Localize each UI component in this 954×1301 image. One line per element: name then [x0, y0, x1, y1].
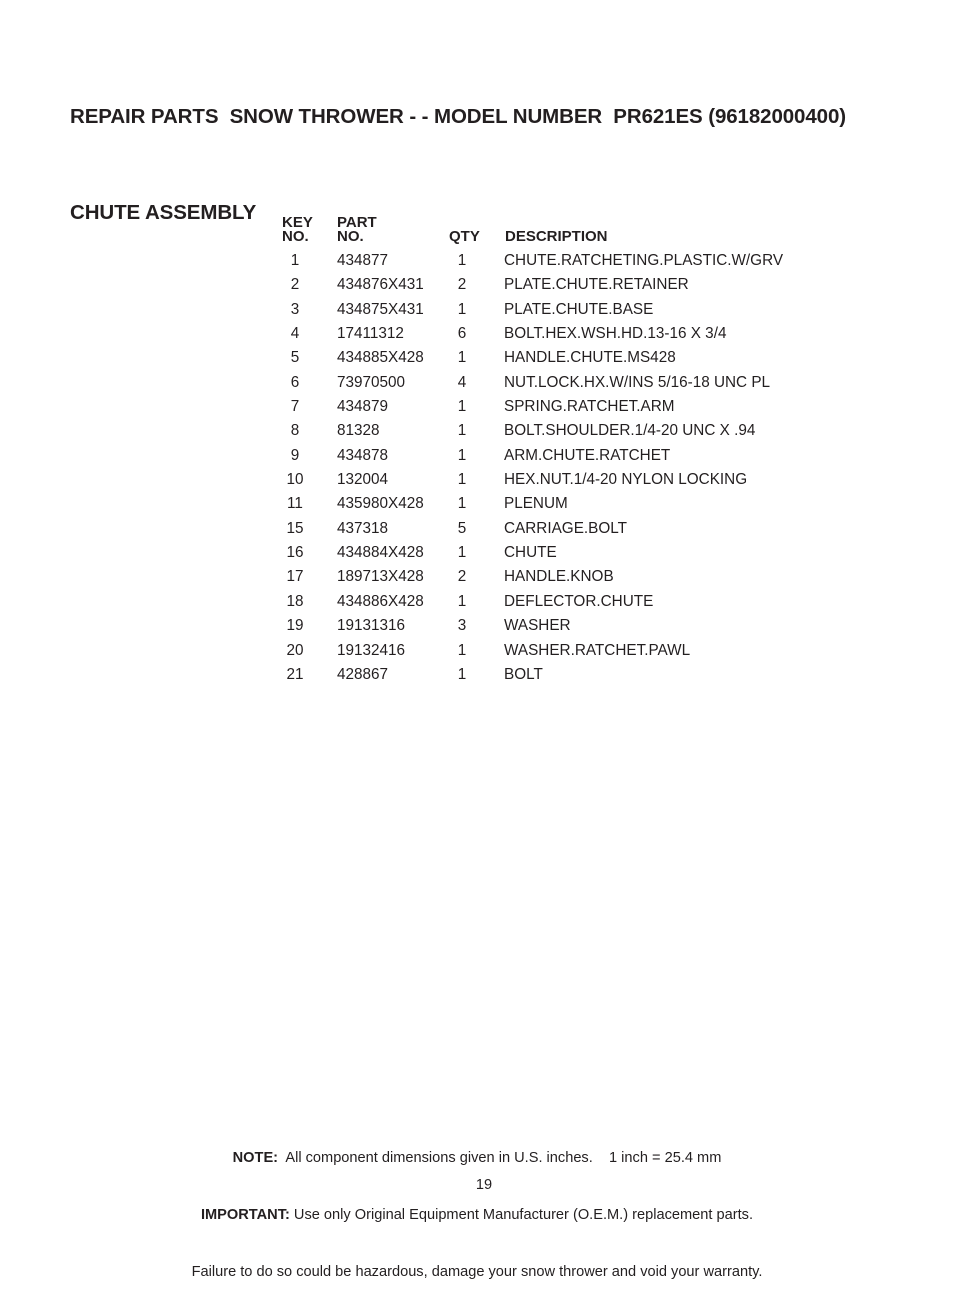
row-part-no: 73970500 [337, 373, 406, 391]
row-qty: 1 [457, 641, 467, 659]
row-part-no: 189713X428 [337, 568, 424, 586]
table-row [282, 444, 822, 468]
row-description: NUT.LOCK.HX.W/INS 5/16-18 UNC PL [504, 373, 771, 391]
table-row [282, 639, 822, 663]
table-row [282, 663, 822, 687]
table-row [282, 614, 822, 638]
row-description: BOLT.SHOULDER.1/4-20 UNC X .94 [504, 422, 756, 440]
header-part-no-line-2: NO. [337, 228, 364, 245]
table-row [282, 322, 822, 346]
table-row [282, 273, 822, 297]
row-description: CHUTE.RATCHETING.PLASTIC.W/GRV [504, 252, 784, 269]
row-qty: 1 [457, 300, 467, 318]
row-description: HEX.NUT.1/4-20 NYLON LOCKING [504, 471, 748, 489]
header-part-no-line-1: PART [337, 214, 377, 231]
row-part-no: 434884X428 [337, 544, 424, 562]
table-row [282, 492, 822, 516]
row-description: WASHER.RATCHET.PAWL [504, 641, 691, 659]
row-qty: 1 [457, 471, 467, 489]
row-key-no: 17 [286, 568, 304, 586]
row-part-no: 434877 [337, 252, 389, 269]
row-part-no: 81328 [337, 422, 380, 440]
important-text: Use only Original Equipment Manufacturer (O.E.M.) replacement parts. [289, 1207, 754, 1223]
row-part-no: 434875X431 [337, 300, 424, 318]
row-description: PLENUM [504, 495, 568, 513]
page-title-line-1: REPAIR PARTS SNOW THROWER - - MODEL NUMBER PR621ES (96182000400) [70, 105, 846, 128]
row-part-no: 132004 [337, 471, 389, 489]
table-row [282, 468, 822, 492]
row-key-no: 7 [290, 398, 300, 416]
table-row [282, 590, 822, 614]
row-key-no: 4 [290, 325, 300, 343]
row-qty: 3 [457, 617, 467, 635]
row-part-no: 434885X428 [337, 349, 424, 367]
table-row [282, 298, 822, 322]
note-label: NOTE: [232, 1150, 279, 1166]
row-description: SPRING.RATCHET.ARM [504, 398, 675, 416]
row-qty: 1 [457, 544, 467, 562]
row-part-no: 19132416 [337, 641, 406, 659]
row-qty: 5 [457, 519, 467, 537]
row-qty: 1 [457, 398, 467, 416]
note-text: All component dimensions given in U.S. inches. 1 inch = 25.4 mm [278, 1150, 722, 1166]
important-label: IMPORTANT: [200, 1207, 290, 1223]
row-part-no: 434879 [337, 398, 389, 416]
row-qty: 1 [457, 592, 467, 610]
row-qty: 4 [457, 373, 467, 391]
row-description: CARRIAGE.BOLT [504, 519, 627, 537]
row-qty: 2 [457, 568, 467, 586]
row-key-no: 16 [286, 544, 304, 562]
row-key-no: 1 [290, 252, 300, 269]
row-description: HANDLE.CHUTE.MS428 [504, 349, 676, 367]
parts-table [282, 211, 822, 687]
row-key-no: 3 [290, 300, 300, 318]
row-key-no: 11 [287, 495, 303, 513]
header-qty: QTY [449, 228, 480, 245]
row-key-no: 2 [290, 276, 300, 294]
row-description: BOLT.HEX.WSH.HD.13-16 X 3/4 [504, 325, 727, 343]
row-key-no: 15 [286, 519, 304, 537]
row-description: PLATE.CHUTE.BASE [504, 300, 654, 318]
row-description: WASHER [504, 617, 571, 635]
row-part-no: 434886X428 [337, 592, 424, 610]
row-part-no: 19131316 [337, 617, 406, 635]
header-key-no-line-1: KEY [282, 214, 313, 231]
row-qty: 1 [457, 422, 467, 440]
table-row [282, 346, 822, 370]
table-row [282, 371, 822, 395]
row-part-no: 437318 [337, 519, 389, 537]
row-part-no: 434876X431 [337, 276, 424, 294]
page-title-line-2: CHUTE ASSEMBLY [70, 201, 257, 224]
row-qty: 1 [457, 495, 467, 513]
row-description: ARM.CHUTE.RATCHET [504, 446, 671, 464]
row-description: CHUTE [504, 544, 557, 562]
row-key-no: 18 [286, 592, 304, 610]
row-key-no: 6 [290, 373, 300, 391]
row-key-no: 10 [286, 471, 304, 489]
warning-line: Failure to do so could be hazardous, damage your snow thrower and void your warranty. [191, 1264, 763, 1280]
table-row [282, 541, 822, 565]
row-qty: 2 [457, 276, 467, 294]
row-key-no: 19 [286, 617, 304, 635]
table-row [282, 565, 822, 589]
row-key-no: 21 [286, 665, 304, 683]
note-line [0, 1149, 954, 1168]
row-qty: 1 [457, 446, 467, 464]
row-key-no: 9 [290, 446, 300, 464]
row-qty: 1 [457, 349, 467, 367]
header-key-no [282, 216, 313, 244]
row-key-no: 5 [290, 349, 300, 367]
row-description: BOLT [504, 665, 543, 683]
row-part-no: 428867 [337, 665, 389, 683]
row-qty: 1 [457, 665, 467, 683]
header-key-no-line-2: NO. [282, 228, 309, 245]
row-part-no: 435980X428 [337, 495, 424, 513]
important-line [0, 1206, 954, 1225]
notes-block [0, 1111, 954, 1301]
row-description: DEFLECTOR.CHUTE [504, 592, 654, 610]
parts-table-header [282, 211, 822, 244]
parts-table-body [282, 249, 822, 687]
page-number: 19 [475, 1177, 493, 1193]
table-row [282, 517, 822, 541]
header-part-no [337, 216, 377, 244]
header-description: DESCRIPTION [505, 228, 608, 245]
row-description: HANDLE.KNOB [504, 568, 614, 586]
table-row [282, 249, 822, 273]
row-key-no: 20 [286, 641, 304, 659]
row-qty: 6 [457, 325, 467, 343]
row-part-no: 434878 [337, 446, 389, 464]
table-row [282, 395, 822, 419]
row-part-no: 17411312 [337, 325, 404, 343]
row-key-no: 8 [290, 422, 300, 440]
row-description: PLATE.CHUTE.RETAINER [504, 276, 689, 294]
row-qty: 1 [457, 252, 467, 269]
table-row [282, 419, 822, 443]
